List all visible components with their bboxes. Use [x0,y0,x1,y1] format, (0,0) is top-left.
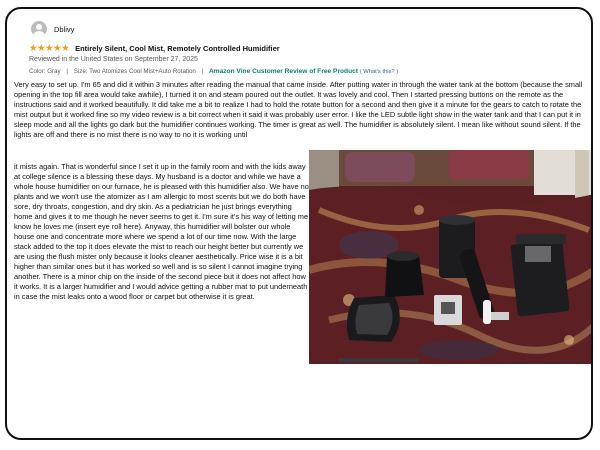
variant-size[interactable]: Size: Two Atomizes Cool Mist+Auto Rotation [73,68,196,75]
review-photo[interactable] [309,150,593,364]
whats-this-link[interactable]: ( What's this? ) [359,69,399,75]
star-rating-icon: ★★★★★ [29,43,70,54]
humidifier-parts-photo [309,150,593,364]
avatar [31,21,47,37]
review-date: Reviewed in the United States on September 27, 2025 [29,56,198,63]
vine-badge: Amazon Vine Customer Review of Free Product [208,68,358,75]
review-meta: Color: Gray | Size: Two Atomizes Cool Mist+Auto Rotation | Amazon Vine Customer Review of Free Product ( What's this? ) [29,68,399,75]
review-body-continued: it mists again. That is wonderful since I set it up in the family room and with the kids away at college silence is a blessing these days. My husband is a doctor and while we have a whole house humidifier on our furnace, he is pleased with this humidifier also. We have no plants and we won't use the atomizer as I am allergic to most scents but we do both have sore, dry throats, congestion, and dry skin. As a pediatrician he just brings everything home and gives it to me though he never seems to get it. I'm sure it's his way of letting me know he loves me (insert eye roll here). Anyway, this humidifier will bolster our whole house one and concentrate more where we spend a lot of our time now. With the large stack added to the top it does elevate the mist to reach our height better but currently we are using the flush mister only because it looks cleaner aesthetically. Price wise it is a bit higher than similar ones but it has worked so well and is so silent I cannot imagine trying another. There is a minor chip on the inside of the second piece but it does not affect how it works. It is a larger humidifier and I would advice getting a rubber mat to put underneath in case the mist leaks onto a wood floor or carpet but otherwise it is great. [14,162,309,301]
rating-row [29,43,280,54]
variant-color[interactable]: Color: Gray [29,68,61,75]
review-title[interactable]: Entirely Silent, Cool Mist, Remotely Controlled Humidifier [75,44,280,53]
review-body-top: Very easy to set up. I'm 65 and did it within 3 minutes after reading the manual that came inside. After putting water in through the water tank at the bottom (because the small opening in the top fill area would take awhile), I turned it on and steam poured out the outlet. It was lovely and cool. Then I started pressing buttons on the remote as the instructions said and it worked beautifully. It did take me a bit to realize I had to hold the rotate button for a second and then give it a minute for the gears to catch to rotate the mist output but it worked fine so my video review is a bit correct when it said it was probably user error. I like the LED subtle light show in the water tank and that I can put it in sleep mode and all the lights go dark but the humidifier continues working. The timer is great as well. The humidifier is absolutely silent. I mean like without sound silent. If the lights are off and there is no mist there is no way to no it is working until [14,80,583,139]
reviewer-name[interactable]: Dblivy [54,24,75,34]
review-card [5,7,593,440]
reviewer-header [31,21,74,37]
